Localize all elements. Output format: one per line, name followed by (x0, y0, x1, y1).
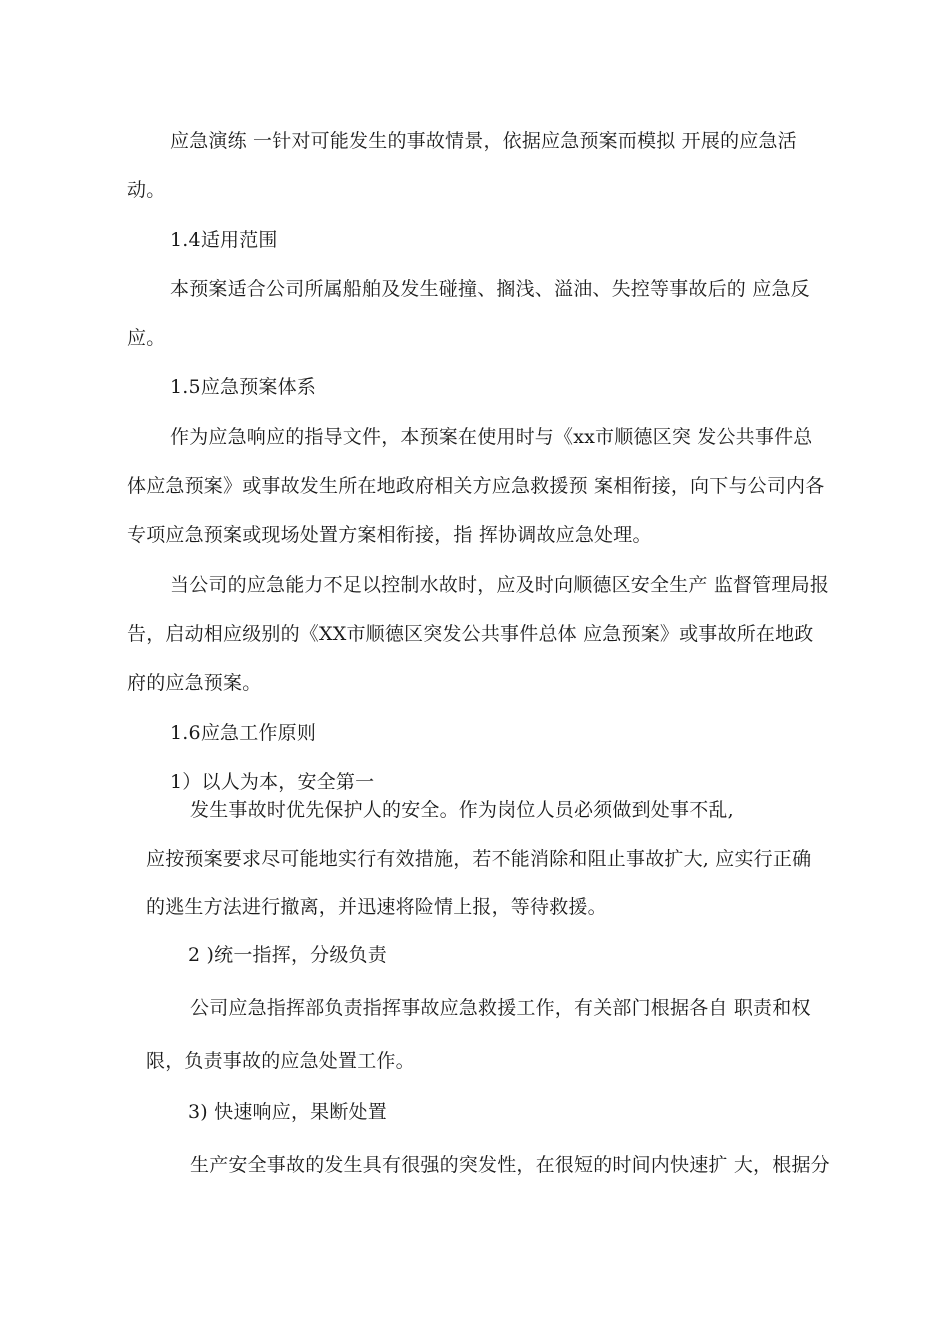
section-1-4-heading: 1.4适用范围 (170, 229, 278, 251)
section-1-5-para2-line-3: 府的应急预案。 (127, 672, 262, 694)
section-1-4-line-1: 本预案适合公司所属船舶及发生碰撞、搁浅、溢油、失控等事故后的 应急反 (170, 278, 810, 300)
principle-1-line-2: 应按预案要求尽可能地实行有效措施，若不能消除和阻止事故扩大, 应实行正确 (146, 848, 812, 870)
principle-2-title: 2 )统一指挥，分级负责 (188, 944, 387, 966)
principle-2-line-2: 限，负责事故的应急处置工作。 (146, 1050, 415, 1072)
drill-definition-line-2: 动。 (127, 179, 166, 201)
principle-1-line-3: 的逃生方法进行撤离，并迅速将险情上报，等待救援。 (146, 896, 607, 918)
section-1-5-para1-line-1: 作为应急响应的指导文件，本预案在使用时与《xx市顺德区突 发公共事件总 (170, 426, 813, 448)
principle-2-line-1: 公司应急指挥部负责指挥事故应急救援工作，有关部门根据各自 职责和权 (190, 997, 811, 1019)
principle-1-title: 1）以人为本，安全第一 (170, 771, 375, 793)
section-1-5-heading: 1.5应急预案体系 (170, 376, 317, 398)
section-1-6-heading: 1.6应急工作原则 (170, 722, 317, 744)
principle-3-line-1: 生产安全事故的发生具有很强的突发性，在很短的时间内快速扩 大，根据分 (190, 1154, 830, 1176)
section-1-5-para2-line-1: 当公司的应急能力不足以控制水故时，应及时向顺德区安全生产 监督管理局报 (170, 574, 830, 596)
section-1-5-para2-line-2: 告，启动相应级别的《XX市顺德区突发公共事件总体 应急预案》或事故所在地政 (127, 623, 814, 645)
drill-definition-line-1: 应急演练 一针对可能发生的事故情景，依据应急预案而模拟 开展的应急活 (170, 130, 797, 152)
section-1-4-line-2: 应。 (127, 327, 166, 349)
principle-1-line-1: 发生事故时优先保护人的安全。作为岗位人员必须做到处事不乱, (190, 799, 734, 821)
section-1-5-para1-line-3: 专项应急预案或现场处置方案相衔接，指 挥协调故应急处理。 (127, 524, 652, 546)
principle-3-title: 3) 快速响应，果断处置 (188, 1101, 387, 1123)
section-1-5-para1-line-2: 体应急预案》或事故发生所在地政府相关方应急救援预 案相衔接，向下与公司内各 (127, 475, 825, 497)
